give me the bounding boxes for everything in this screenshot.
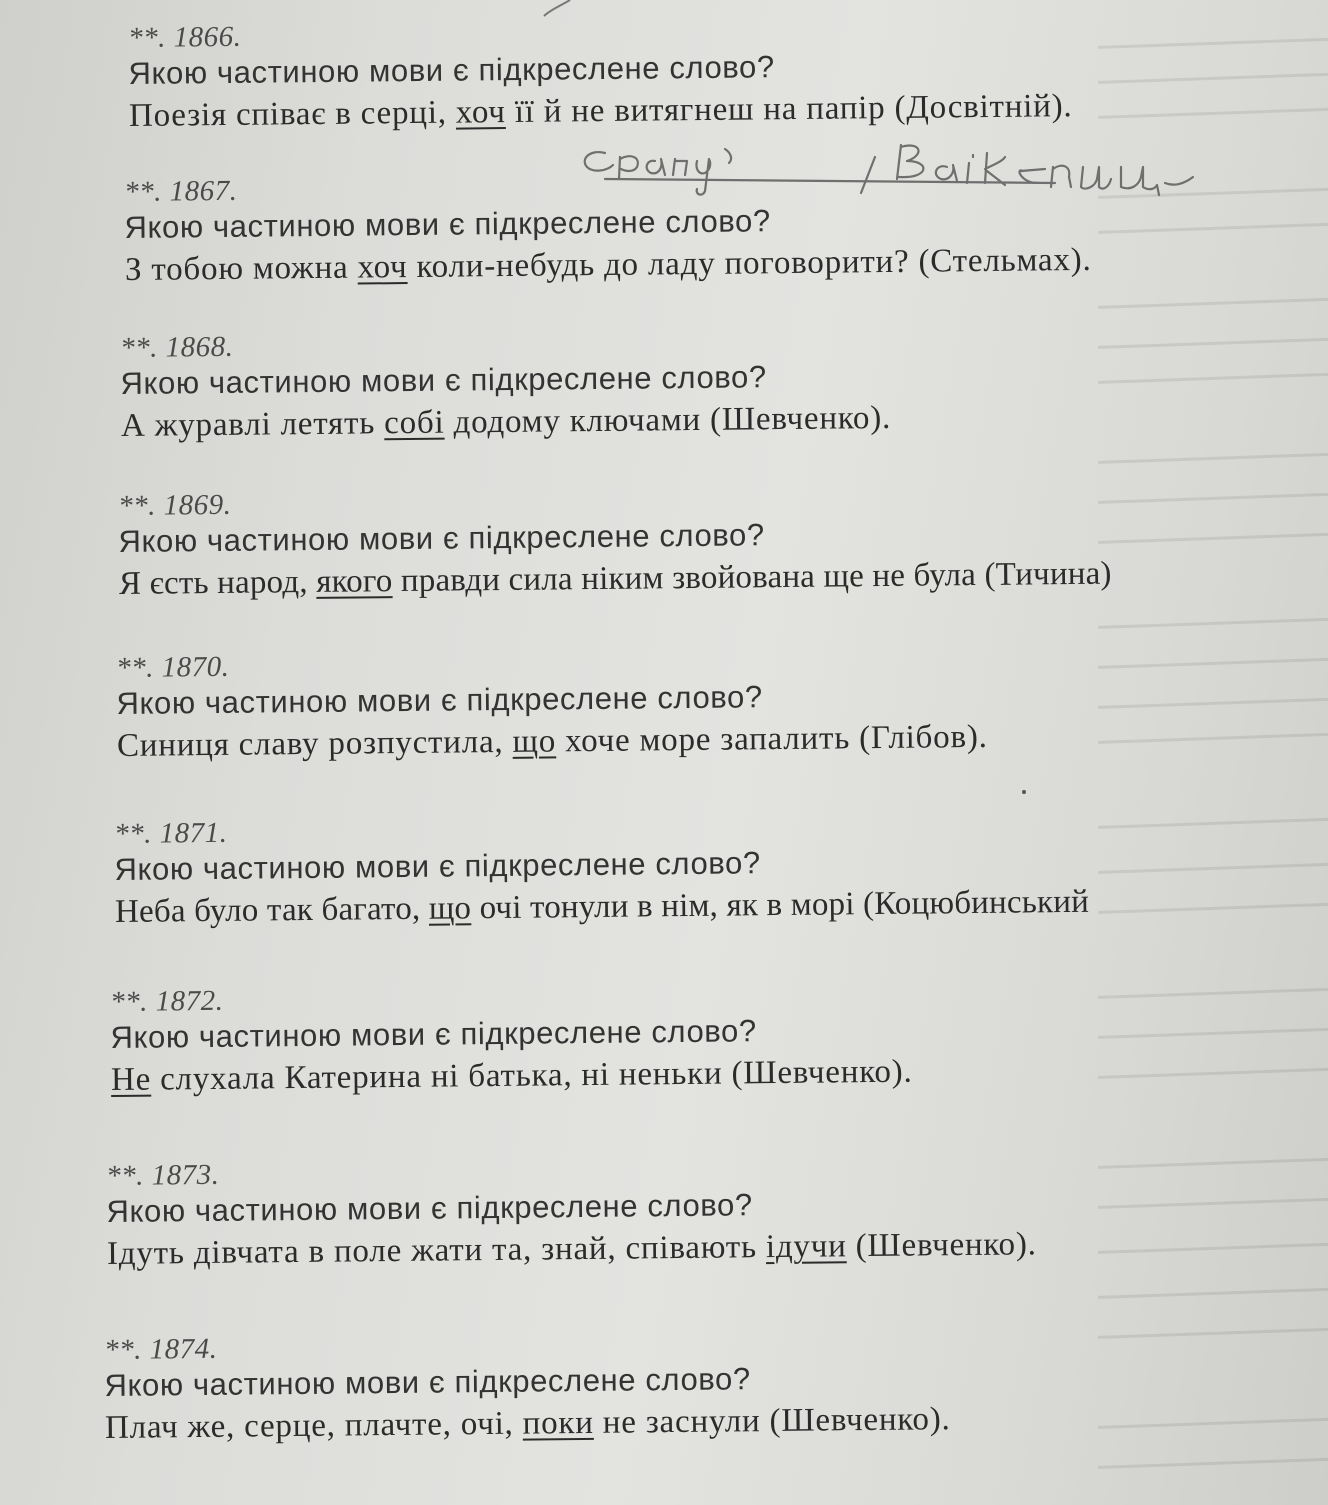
question-number: **. 1870. <box>116 650 230 684</box>
question-number: **. 1868. <box>120 330 234 364</box>
question-1874 <box>104 1325 951 1450</box>
sentence-before: Плач же, серце, плачте, очі, <box>104 1405 523 1446</box>
underlined-word: Не <box>110 1061 152 1098</box>
sentence-before: Поезія співає в серці, <box>128 94 457 134</box>
question-number: **. 1874. <box>104 1332 218 1366</box>
sentence-before: Неба було так багато, <box>114 890 430 930</box>
sentence-after: слухала Катерина ні батька, ні неньки (Шевченко). <box>150 1053 913 1098</box>
sentence-after: коли-небудь до ладу поговорити? (Стельмах). <box>407 241 1092 286</box>
question-sentence <box>107 1222 1037 1276</box>
bleed-through-text <box>1068 0 1328 1505</box>
question-prompt: Якою частиною мови є підкреслене слово? <box>116 679 763 721</box>
ink-dot <box>1022 790 1026 794</box>
underlined-word: хоч <box>357 249 408 286</box>
question-prompt: Якою частиною мови є підкреслене слово? <box>106 1187 753 1229</box>
question-number: **. 1866. <box>128 20 242 54</box>
underlined-word: хоч <box>455 94 506 131</box>
pen-stroke-mark <box>540 0 580 20</box>
sentence-after: очі тонули в нім, як в морі (Коцюбинський <box>470 883 1090 927</box>
question-1869 <box>118 480 1112 606</box>
question-number: **. 1867. <box>124 174 238 208</box>
sentence-before: Синиця славу розпустила, <box>116 723 513 764</box>
underlined-word: якого <box>316 563 393 600</box>
sentence-after: хоче море запалить (Глібов). <box>555 718 988 760</box>
sentence-after: її й не витягнеш на папір (Досвітній). <box>505 88 1073 131</box>
question-1868 <box>120 324 891 448</box>
question-prompt: Якою частиною мови є підкреслене слово? <box>104 1361 751 1403</box>
sentence-before: Ідуть дівчата в поле жати та, знай, співають <box>106 1229 767 1272</box>
underlined-word: собі <box>383 404 445 442</box>
question-1873 <box>106 1150 1037 1276</box>
underlined-word: що <box>428 890 472 927</box>
question-sentence <box>117 715 988 768</box>
underlined-word: ідучи <box>765 1228 847 1266</box>
question-prompt: Якою частиною мови є підкреслене слово? <box>114 845 761 887</box>
question-sentence <box>129 84 1073 138</box>
question-prompt: Якою частиною мови є підкреслене слово? <box>110 1013 757 1055</box>
question-sentence <box>105 1397 951 1450</box>
question-number: **. 1873. <box>106 1158 220 1192</box>
question-sentence <box>111 1050 913 1102</box>
question-number: **. 1869. <box>118 488 232 522</box>
sentence-after: правди сила ніким звойована ще не була (Тичина) <box>392 555 1112 600</box>
question-prompt: Якою частиною мови є підкреслене слово? <box>128 49 775 91</box>
question-number: **. 1872. <box>110 984 224 1018</box>
question-1866 <box>128 12 1073 138</box>
underlined-word: що <box>512 723 557 760</box>
handwritten-note <box>575 135 1225 215</box>
question-prompt: Якою частиною мови є підкреслене слово? <box>118 517 765 559</box>
sentence-before: А журавлі летять <box>120 405 385 444</box>
question-sentence <box>121 396 892 448</box>
question-sentence <box>119 552 1112 606</box>
underlined-word: поки <box>522 1404 594 1442</box>
question-sentence <box>115 880 1089 934</box>
question-1871 <box>114 808 1089 934</box>
question-number: **. 1871. <box>114 816 228 850</box>
sentence-after: не заснули (Шевченко). <box>593 1401 951 1441</box>
question-prompt: Якою частиною мови є підкреслене слово? <box>120 359 767 401</box>
question-sentence <box>125 238 1092 292</box>
question-prompt: Якою частиною мови є підкреслене слово? <box>124 203 771 245</box>
sentence-before: Я єсть народ, <box>118 563 317 602</box>
sentence-before: З тобою можна <box>124 249 358 288</box>
sentence-after: додому ключами (Шевченко). <box>444 399 892 441</box>
sentence-after: (Шевченко). <box>846 1226 1037 1265</box>
question-1870 <box>116 643 988 768</box>
question-1872 <box>110 978 913 1102</box>
